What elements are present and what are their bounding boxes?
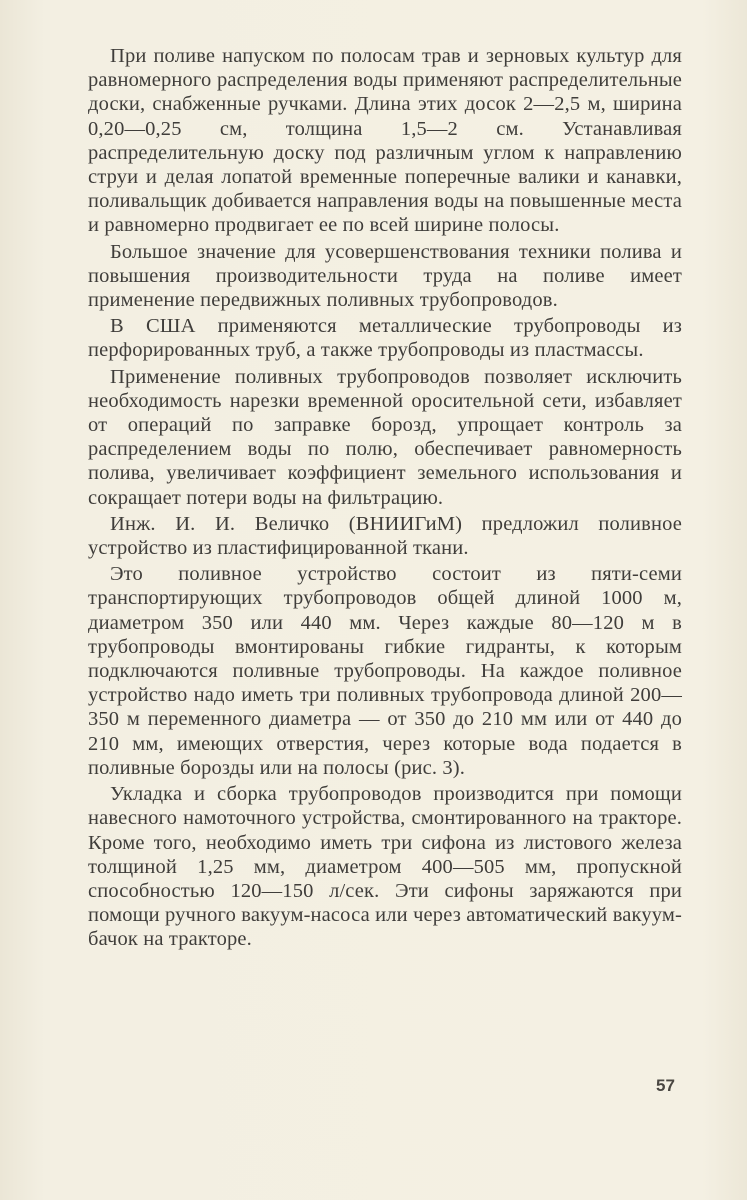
paragraph: Инж. И. И. Величко (ВНИИГиМ) предложил поливное устройство из пластифицированной ткани.	[88, 512, 682, 560]
paragraph: При поливе напуском по полосам трав и зерновых культур для равномерного распределения воды применяют распределительные доски, снабженные ручками. Длина этих досок 2—2,5 м, ширина 0,20—0,25 см, толщина 1,5—2 см. Устанавливая распределительную доску под различным углом к направлению струи и делая лопатой временные поперечные валики и канавки, поливальщик добивается направления воды на повышенные места и равномерно продвигает ее по всей ширине полосы.	[88, 45, 682, 237]
page-number: 57	[656, 1076, 675, 1095]
paragraph: Большое значение для усовершенствования техники полива и повышения производительности труда на поливе имеет применение передвижных поливных трубопроводов.	[88, 240, 682, 312]
paragraph: Укладка и сборка трубопроводов производится при помощи навесного намоточного устройства, смонтированного на тракторе. Кроме того, необходимо иметь три сифона из листового железа толщиной 1,25 мм, диаметром 400—505 мм, пропускной способностью 120—150 л/сек. Эти сифоны заряжаются при помощи ручного вакуум-насоса или через автоматический вакуум-бачок на тракторе.	[88, 783, 682, 951]
paragraph: Применение поливных трубопроводов позволяет исключить необходимость нарезки временной оросительной сети, избавляет от операций по заправке борозд, упрощает контроль за распределением воды по полю, обеспечивает равномерность полива, увеличивает коэффициент земельного использования и сокращает потери воды на фильтрацию.	[88, 365, 682, 509]
body-text	[88, 44, 682, 954]
paragraph: Это поливное устройство состоит из пяти-семи транспортирующих трубопроводов общей длиной 1000 м, диаметром 350 или 440 мм. Через каждые 80—120 м в трубопроводы вмонтированы гибкие гидранты, к которым подключаются поливные трубопроводы. На каждое поливное устройство надо иметь три поливных трубопровода длиной 200—350 м переменного диаметра — от 350 до 210 мм или от 440 до 210 мм, имеющих отверстия, через которые вода подается в поливные борозды или на полосы (рис. 3).	[88, 563, 682, 779]
paragraph: В США применяются металлические трубопроводы из перфорированных труб, а также трубопроводы из пластмассы.	[88, 315, 682, 362]
